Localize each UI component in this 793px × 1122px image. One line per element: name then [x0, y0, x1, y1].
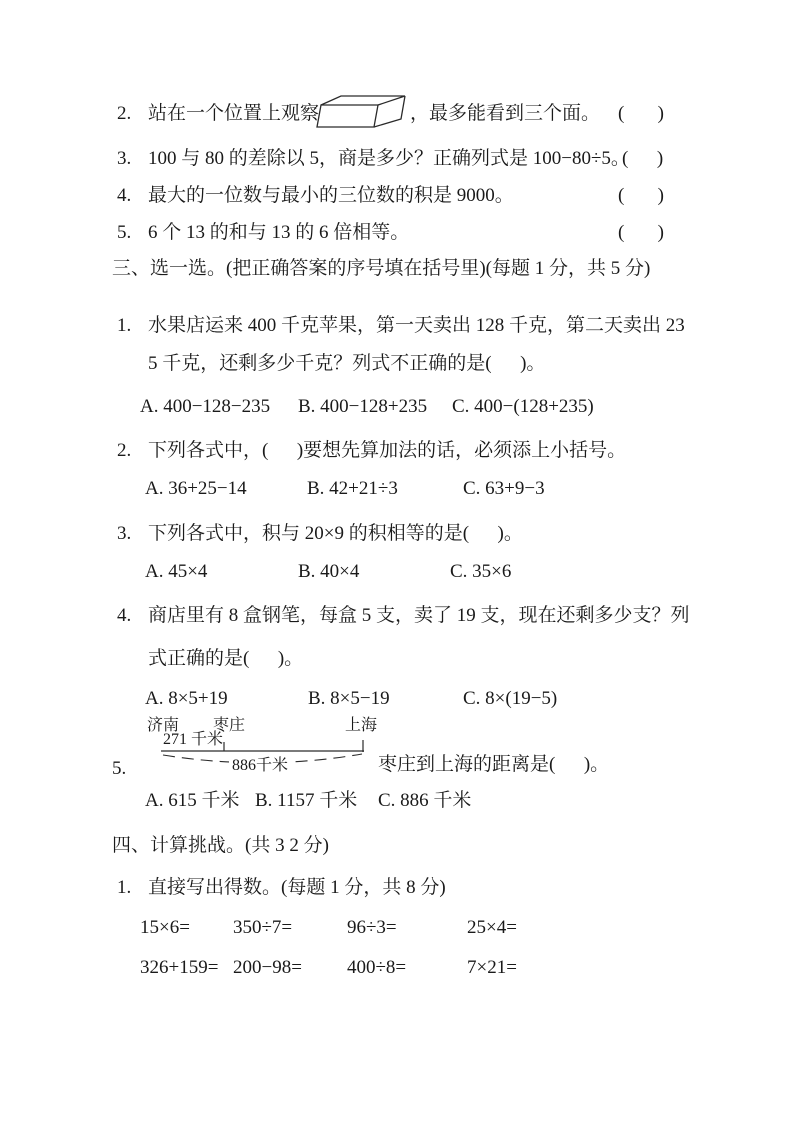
choice-q1-line1: 水果店运来 400 千克苹果，第一天卖出 128 千克，第二天卖出 23 — [148, 315, 685, 336]
choice-q4-option-b: B. 8×5−19 — [308, 688, 390, 709]
choice-q2-number: 2. — [117, 440, 132, 461]
tf-item-4-text: 最大的一位数与最小的三位数的积是 9000。 — [148, 185, 514, 206]
tf-item-4-answer-bracket: ( ) — [618, 185, 664, 206]
cuboid-figure — [312, 93, 408, 132]
choice-q1-number: 1. — [117, 315, 132, 336]
choice-q4-line1: 商店里有 8 盒钢笔，每盒 5 支，卖了 19 支，现在还剩多少支？列 — [148, 605, 690, 626]
tf-item-2-number: 2. — [117, 103, 132, 124]
diagram-city-label-zaozhuang: 枣庄 — [213, 717, 246, 734]
choice-q4-number: 4. — [117, 605, 132, 626]
tf-item-2-text-before-figure: 站在一个位置上观察 — [148, 103, 320, 124]
calc-row1-item3: 96÷3= — [347, 917, 397, 938]
tf-item-5-number: 5. — [117, 222, 132, 243]
tf-item-4-number: 4. — [117, 185, 132, 206]
tf-item-5-text: 6 个 13 的和与 13 的 6 倍相等。 — [148, 222, 410, 243]
choice-q3-line1: 下列各式中，积与 20×9 的积相等的是( )。 — [148, 523, 523, 544]
diagram-segment-distance-label: 271 千米 — [163, 731, 224, 748]
tf-item-3-answer-bracket: ( ) — [622, 148, 664, 169]
choice-q3-option-b: B. 40×4 — [298, 561, 360, 582]
choice-q5-text: 枣庄到上海的距离是( )。 — [378, 754, 610, 775]
choice-q3-option-a: A. 45×4 — [145, 561, 208, 582]
tf-item-5-answer-bracket: ( ) — [618, 222, 664, 243]
diagram-total-distance-label: 886千米 — [229, 757, 291, 775]
choice-q3-option-c: C. 35×6 — [450, 561, 512, 582]
choice-q4-line2: 式正确的是( )。 — [148, 648, 304, 669]
calc-row2-item3: 400÷8= — [347, 957, 407, 978]
calc-row1-item1: 15×6= — [140, 917, 190, 938]
tf-item-3-text: 100 与 80 的差除以 5，商是多少？正确列式是 100−80÷5。 — [148, 148, 630, 169]
tf-item-2-answer-bracket: ( ) — [618, 103, 664, 124]
choice-q1-option-b: B. 400−128+235 — [298, 396, 428, 417]
choice-q2-option-a: A. 36+25−14 — [145, 478, 247, 499]
choice-q5-option-b: B. 1157 千米 — [255, 790, 358, 811]
choice-q4-option-a: A. 8×5+19 — [145, 688, 228, 709]
calc-row2-item1: 326+159= — [140, 957, 219, 978]
choice-q5-number: 5. — [112, 758, 127, 779]
choice-q3-number: 3. — [117, 523, 132, 544]
tf-item-3-number: 3. — [117, 148, 132, 169]
calc-sub-number: 1. — [117, 877, 132, 898]
choice-q2-option-c: C. 63+9−3 — [463, 478, 545, 499]
diagram-city-label-jinan: 济南 — [147, 717, 180, 734]
calc-row1-item2: 350÷7= — [233, 917, 293, 938]
section-four-heading: 四、计算挑战。(共 3 2 分) — [112, 835, 329, 856]
diagram-city-label-shanghai: 上海 — [345, 717, 378, 734]
tf-item-2-text-after-figure: ，最多能看到三个面。 — [410, 103, 601, 124]
calc-sub-text: 直接写出得数。(每题 1 分，共 8 分) — [148, 877, 446, 898]
choice-q5-option-c: C. 886 千米 — [378, 790, 472, 811]
choice-q1-option-a: A. 400−128−235 — [140, 396, 271, 417]
section-three-heading: 三、选一选。(把正确答案的序号填在括号里)(每题 1 分，共 5 分) — [112, 258, 651, 279]
choice-q4-option-c: C. 8×(19−5) — [463, 688, 558, 709]
choice-q5-option-a: A. 615 千米 — [145, 790, 240, 811]
choice-q1-line2: 5 千克，还剩多少千克？列式不正确的是( )。 — [148, 353, 546, 374]
choice-q1-option-c: C. 400−(128+235) — [452, 396, 594, 417]
calc-row1-item4: 25×4= — [467, 917, 517, 938]
choice-q2-option-b: B. 42+21÷3 — [307, 478, 398, 499]
choice-q2-line1: 下列各式中，( )要想先算加法的话，必须添上小括号。 — [148, 440, 627, 461]
calc-row2-item4: 7×21= — [467, 957, 517, 978]
calc-row2-item2: 200−98= — [233, 957, 302, 978]
